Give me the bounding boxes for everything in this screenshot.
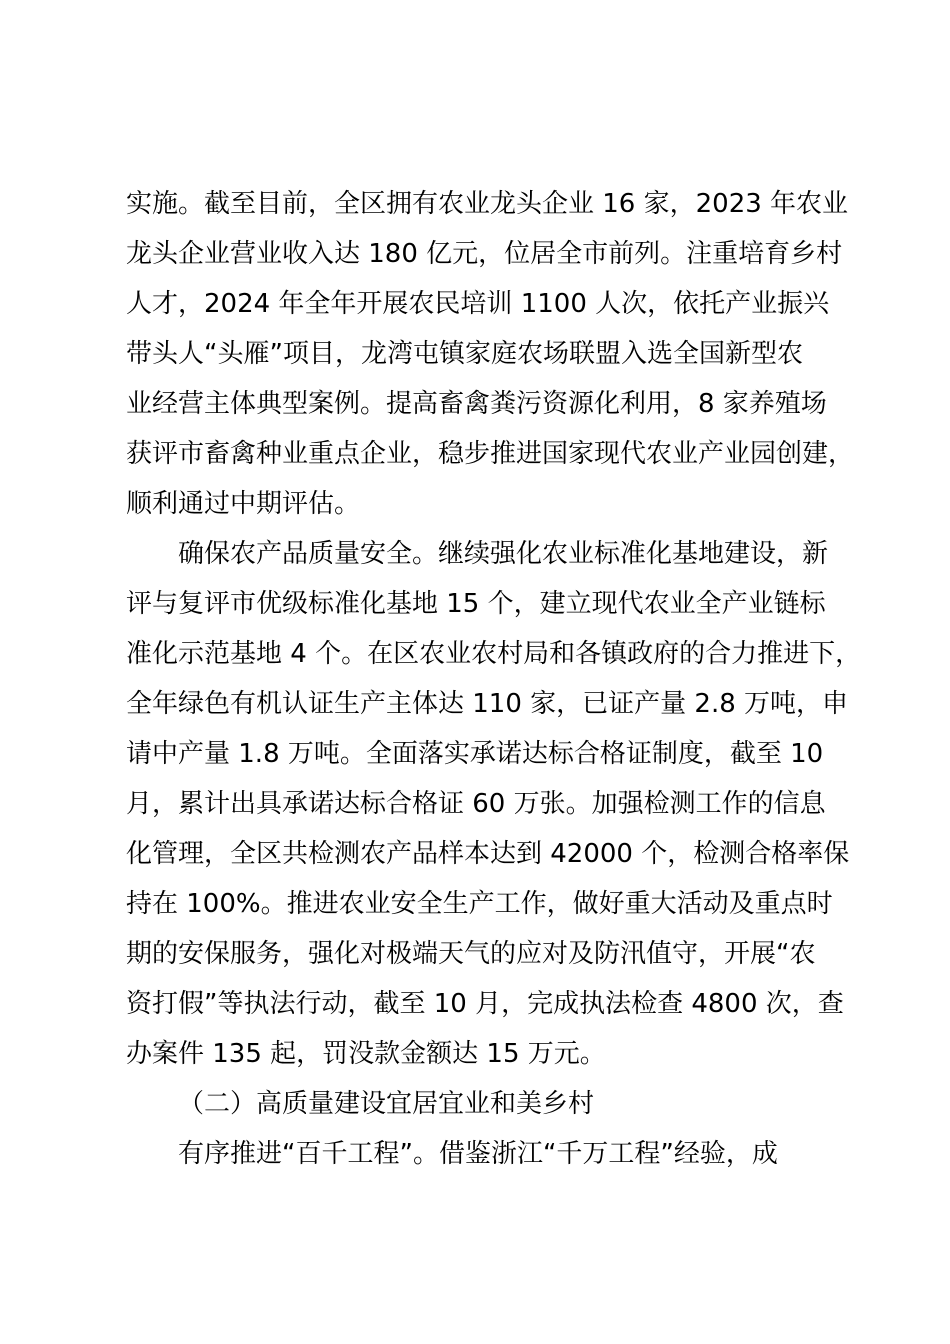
paragraph-line: 带头人“头雁”项目，龙湾屯镇家庭农场联盟入选全国新型农 [126, 339, 803, 369]
paragraph-line: 请中产量 1.8 万吨。全面落实承诺达标合格证制度，截至 10 [126, 739, 824, 769]
paragraph-line: 业经营主体典型案例。提高畜禽粪污资源化利用，8 家养殖场 [126, 389, 827, 419]
paragraph-line: 化管理，全区共检测农产品样本达到 42000 个，检测合格率保 [126, 839, 850, 869]
paragraph-line: 获评市畜禽种业重点企业，稳步推进国家现代农业产业园创建， [126, 439, 855, 469]
paragraph-line: 顺利通过中期评估。 [126, 489, 361, 519]
paragraph-line: 持在 100%。推进农业安全生产工作，做好重大活动及重点时 [126, 889, 833, 919]
paragraph-line: 有序推进“百千工程”。借鉴浙江“千万工程”经验，成 [178, 1139, 778, 1169]
paragraph-line: 资打假”等执法行动，截至 10 月，完成执法检查 4800 次，查 [126, 989, 844, 1019]
section-heading: （二）高质量建设宜居宜业和美乡村 [178, 1089, 595, 1119]
paragraph-line: 实施。截至目前，全区拥有农业龙头企业 16 家，2023 年农业 [126, 189, 849, 219]
paragraph-line: 龙头企业营业收入达 180 亿元，位居全市前列。注重培育乡村 [126, 239, 843, 269]
paragraph-line: 准化示范基地 4 个。在区农业农村局和各镇政府的合力推进下， [126, 639, 862, 669]
paragraph-line: 人才，2024 年全年开展农民培训 1100 人次，依托产业振兴 [126, 289, 830, 319]
paragraph-line: 期的安保服务，强化对极端天气的应对及防汛值守，开展“农 [126, 939, 816, 969]
paragraph-line: 确保农产品质量安全。继续强化农业标准化基地建设，新 [178, 539, 829, 569]
paragraph-line: 评与复评市优级标准化基地 15 个，建立现代农业全产业链标 [126, 589, 826, 619]
paragraph-line: 月，累计出具承诺达标合格证 60 万张。加强检测工作的信息 [126, 789, 826, 819]
paragraph-line: 办案件 135 起，罚没款金额达 15 万元。 [126, 1039, 606, 1069]
paragraph-line: 全年绿色有机认证生产主体达 110 家，已证产量 2.8 万吨，申 [126, 689, 849, 719]
